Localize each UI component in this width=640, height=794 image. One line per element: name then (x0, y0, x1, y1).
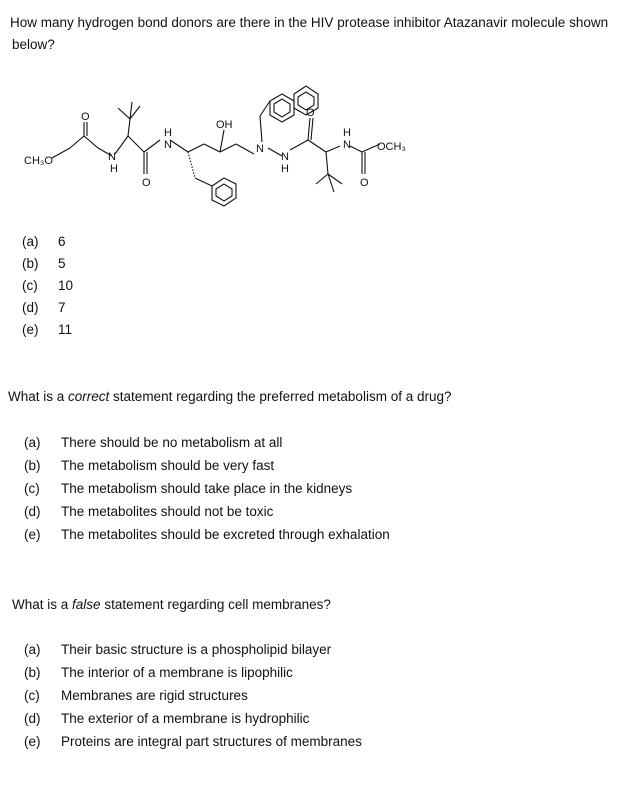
question-1-line-1: How many hydrogen bond donors are there in the HIV protease inhibitor Atazanavir molecule shown (10, 15, 609, 30)
hydroxyl-label: OH (216, 119, 233, 131)
q2-option-b[interactable]: (b) The metabolism should be very fast (24, 458, 275, 473)
q3-option-b[interactable]: (b) The interior of a membrane is lipophilic (24, 665, 293, 680)
carbonyl-o-label-4: O (360, 177, 369, 189)
q3-option-c[interactable]: (c) Membranes are rigid structures (24, 688, 248, 703)
carbonyl-o-label-3: O (306, 107, 315, 119)
nh-h-label-3: H (343, 127, 351, 139)
question-3-text: What is a false statement regarding cell membranes? (12, 597, 331, 612)
question-2-emphasis: correct (68, 389, 110, 404)
q1-option-e[interactable]: (e) 11 (22, 322, 73, 337)
nh-label-1: N (108, 151, 116, 163)
carbonyl-o-label-2: O (142, 177, 151, 189)
q2-option-d[interactable]: (d) The metabolites should not be toxic (24, 504, 274, 519)
hydrazine-n-label-1: N (256, 143, 264, 155)
q2-option-e[interactable]: (e) The metabolites should be excreted through exhalation (24, 527, 390, 542)
q3-option-e[interactable]: (e) Proteins are integral part structures of membranes (24, 734, 362, 749)
question-1-text (10, 12, 608, 56)
question-3-emphasis: false (72, 597, 101, 612)
hydrazine-h-label: H (281, 163, 289, 175)
question-2-text: What is a correct statement regarding the preferred metabolism of a drug? (8, 389, 452, 404)
q1-option-b[interactable]: (b) 5 (22, 256, 66, 271)
nh-h-label-1: H (110, 163, 118, 175)
nh-label-3: N (343, 139, 351, 151)
nh-label-2: N (164, 139, 172, 151)
atazanavir-structure (20, 56, 406, 224)
question-1-line-2: below? (12, 37, 55, 52)
nh-h-label-2: H (164, 127, 172, 139)
q3-option-a[interactable]: (a) Their basic structure is a phospholipid bilayer (24, 642, 332, 657)
q1-option-c[interactable]: (c) 10 (22, 278, 74, 293)
och3-label: OCH₃ (377, 141, 406, 153)
ch3o-label: CH₃O (24, 155, 53, 167)
q2-option-a[interactable]: (a) There should be no metabolism at all (24, 435, 283, 450)
carbonyl-o-label-1: O (81, 111, 90, 123)
hydrazine-n-label-2: N (281, 151, 289, 163)
q3-option-d[interactable]: (d) The exterior of a membrane is hydrophilic (24, 711, 310, 726)
q2-option-c[interactable]: (c) The metabolism should take place in the kidneys (24, 481, 353, 496)
q1-option-a[interactable]: (a) 6 (22, 234, 66, 249)
q1-option-d[interactable]: (d) 7 (22, 300, 66, 315)
